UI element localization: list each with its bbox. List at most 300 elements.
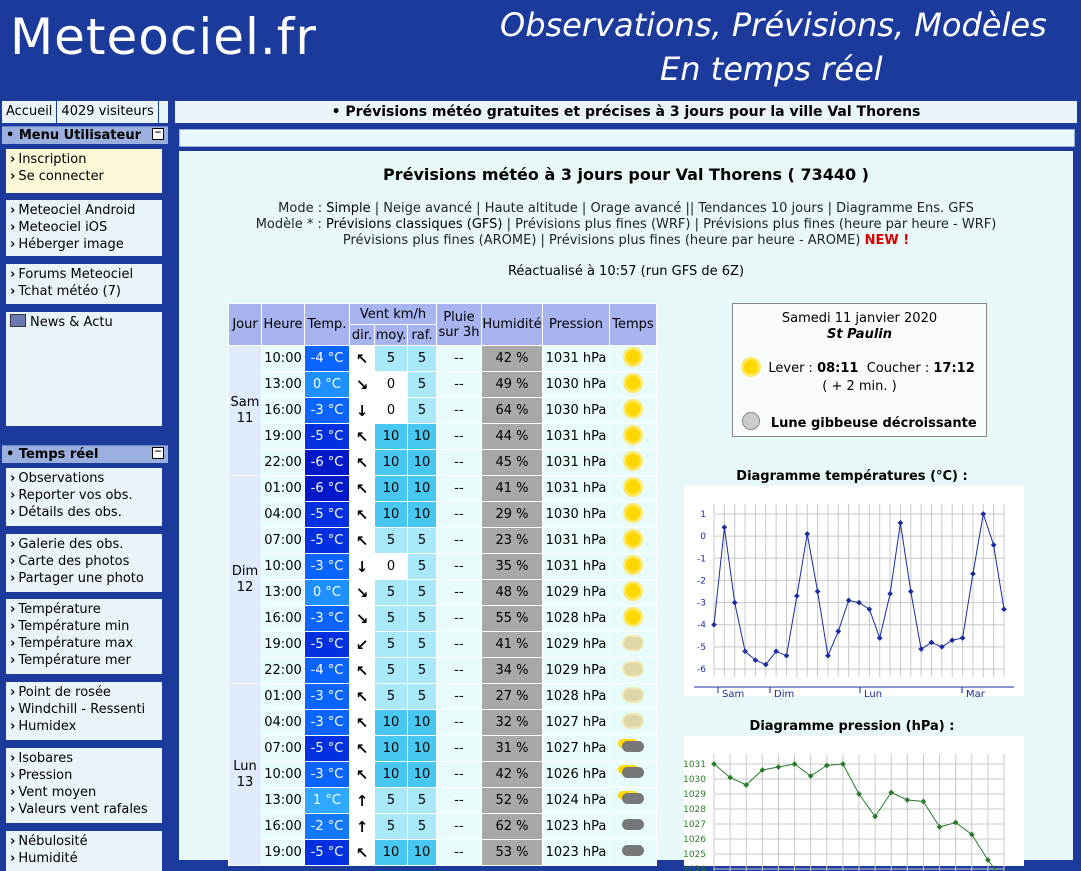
y-tick-label: 1028 — [683, 805, 706, 815]
pressure-cell: 1029 hPa — [543, 580, 610, 606]
wind-dir-icon: ↘ — [350, 580, 375, 606]
site-tagline-2: En temps réel — [660, 50, 883, 88]
wind-dir-icon: ↖ — [350, 346, 375, 372]
menu-item-temp-sea[interactable]: › Température mer — [10, 652, 158, 669]
temp-cell: -5 °C — [305, 528, 350, 554]
hour-cell: 22:00 — [262, 658, 305, 684]
y-tick-label: 1030 — [683, 775, 706, 785]
left-sidebar — [0, 100, 170, 866]
content-panel — [179, 151, 1073, 871]
temp-cell: -3 °C — [305, 684, 350, 710]
temp-cell: -3 °C — [305, 554, 350, 580]
home-link[interactable]: Accueil — [2, 101, 57, 123]
pressure-cell: 1028 hPa — [543, 684, 610, 710]
model-arome-hourly[interactable]: Prévisions plus fines (heure par heure - AROME) — [549, 233, 861, 248]
wind-avg-cell: 10 — [375, 502, 408, 528]
menu-item-news[interactable] — [10, 314, 158, 331]
sunset-time: 17:12 — [933, 361, 975, 376]
table-row — [229, 710, 657, 736]
wind-dir-icon: ↘ — [350, 372, 375, 398]
wind-gust-cell: 10 — [408, 424, 437, 450]
humidity-cell: 32 % — [482, 710, 543, 736]
rain-cell: -- — [437, 606, 482, 632]
wind-gust-cell: 10 — [408, 450, 437, 476]
hour-cell: 07:00 — [262, 736, 305, 762]
table-row — [229, 788, 657, 814]
day-cell — [229, 684, 262, 866]
wind-gust-cell: 10 — [408, 710, 437, 736]
forecast-table — [228, 303, 657, 866]
wind-avg-cell: 5 — [375, 684, 408, 710]
humidity-cell: 49 % — [482, 372, 543, 398]
wind-gust-cell: 5 — [408, 684, 437, 710]
col-humidity: Humidité — [482, 304, 543, 346]
menu-item-report-obs[interactable]: › Reporter vos obs. — [10, 487, 158, 504]
mode-simple[interactable]: Simple — [326, 201, 371, 216]
temp-cell: -4 °C — [305, 346, 350, 372]
wind-gust-cell: 10 — [408, 476, 437, 502]
menu-item-share-photo[interactable]: › Partager une photo — [10, 570, 158, 587]
pressure-cell: 1028 hPa — [543, 606, 610, 632]
menu-item-humidex[interactable]: › Humidex — [10, 718, 158, 735]
cloudy-sun-icon — [622, 767, 644, 778]
table-row — [229, 398, 657, 424]
new-badge: NEW ! — [864, 233, 910, 248]
menu-item-gallery[interactable]: › Galerie des obs. — [10, 536, 158, 553]
temp-cell: -4 °C — [305, 658, 350, 684]
hazy-icon — [624, 689, 642, 701]
table-row — [229, 372, 657, 398]
news-label: News & Actu — [30, 315, 113, 330]
hour-cell: 13:00 — [262, 580, 305, 606]
hour-cell: 01:00 — [262, 476, 305, 502]
apps-box — [6, 200, 162, 256]
realtime-group-6 — [6, 831, 162, 871]
ephemeris-box — [732, 303, 987, 437]
wind-gust-cell: 5 — [408, 528, 437, 554]
pressure-chart-title: Diagramme pression (hPa) : — [749, 719, 955, 734]
collapse-icon[interactable]: − — [152, 447, 164, 459]
humidity-cell: 64 % — [482, 398, 543, 424]
weather-icon-cell — [610, 580, 657, 606]
wind-gust-cell: 10 — [408, 736, 437, 762]
humidity-cell: 41 % — [482, 632, 543, 658]
y-tick-label: -1 — [697, 554, 706, 565]
hazy-icon — [624, 637, 642, 649]
sunny-icon — [626, 480, 640, 494]
hour-cell: 19:00 — [262, 840, 305, 866]
weather-icon-cell — [610, 398, 657, 424]
humidity-cell: 29 % — [482, 502, 543, 528]
cloudy-sun-icon — [622, 793, 644, 804]
menu-item-isobars[interactable]: › Isobares — [10, 750, 158, 767]
wind-gust-cell: 10 — [408, 502, 437, 528]
table-row — [229, 606, 657, 632]
saint-of-day: St Paulin — [827, 327, 892, 342]
x-tick-label: Sam — [722, 689, 745, 700]
temp-chart-title: Diagramme températures (°C) : — [736, 469, 968, 484]
menu-item-pressure[interactable]: › Pression — [10, 767, 158, 784]
menu-item-photo-map[interactable]: › Carte des photos — [10, 553, 158, 570]
pressure-cell: 1031 hPa — [543, 476, 610, 502]
wind-avg-cell: 0 — [375, 554, 408, 580]
sunrise-label: Lever : — [768, 361, 813, 376]
pressure-cell: 1027 hPa — [543, 736, 610, 762]
table-row — [229, 424, 657, 450]
weather-icon-cell — [610, 736, 657, 762]
wind-avg-cell: 0 — [375, 398, 408, 424]
ad-strip — [179, 129, 1075, 147]
news-box — [6, 312, 162, 426]
sunny-icon — [626, 454, 640, 468]
menu-item-android[interactable]: › Meteociel Android — [10, 202, 158, 219]
temp-cell: -3 °C — [305, 606, 350, 632]
model-gfs[interactable]: Prévisions classiques (GFS) — [326, 217, 503, 232]
day-label: Sam 11 — [230, 394, 260, 426]
menu-item-temp-max[interactable]: › Température max — [10, 635, 158, 652]
menu-item-chat[interactable]: › Tchat météo (7) — [10, 283, 158, 300]
weather-icon-cell — [610, 372, 657, 398]
wind-dir-icon: ↓ — [350, 554, 375, 580]
y-tick-label: 1025 — [683, 850, 706, 860]
site-header — [0, 0, 1081, 100]
mode-label: Mode : — [278, 201, 323, 216]
menu-item-temperature[interactable]: › Température — [10, 601, 158, 618]
humidity-cell: 27 % — [482, 684, 543, 710]
col-wind: Vent km/h — [350, 304, 437, 325]
wind-gust-cell: 5 — [408, 814, 437, 840]
menu-item-inscription[interactable]: › Inscription — [10, 151, 158, 168]
rain-cell: -- — [437, 554, 482, 580]
wind-gust-cell: 10 — [408, 840, 437, 866]
sunrise-time: 08:11 — [817, 361, 859, 376]
pressure-cell: 1030 hPa — [543, 502, 610, 528]
temp-cell: 0 °C — [305, 372, 350, 398]
temp-cell: -5 °C — [305, 632, 350, 658]
sunny-icon — [626, 558, 640, 572]
humidity-cell: 62 % — [482, 814, 543, 840]
main-area — [173, 100, 1079, 871]
sun-icon — [744, 360, 758, 374]
humidity-cell: 42 % — [482, 346, 543, 372]
wind-avg-cell: 10 — [375, 840, 408, 866]
col-hour: Heure — [262, 304, 305, 346]
y-tick-label: -2 — [697, 576, 706, 587]
rain-cell: -- — [437, 814, 482, 840]
mode-trends[interactable]: Tendances 10 jours — [698, 201, 824, 216]
rain-cell: -- — [437, 710, 482, 736]
weather-icon-cell — [610, 658, 657, 684]
pressure-cell: 1030 hPa — [543, 398, 610, 424]
wind-gust-cell: 5 — [408, 554, 437, 580]
wind-dir-icon: ↙ — [350, 632, 375, 658]
wind-dir-icon: ↑ — [350, 814, 375, 840]
col-wind-dir: dir. — [350, 325, 375, 346]
menu-item-windchill[interactable]: › Windchill - Ressenti — [10, 701, 158, 718]
y-tick-label: -3 — [697, 598, 706, 609]
y-tick-label: -6 — [697, 665, 706, 675]
rain-cell: -- — [437, 632, 482, 658]
temp-cell: -5 °C — [305, 736, 350, 762]
menu-item-login[interactable]: › Se connecter — [10, 168, 158, 185]
menu-item-wind-avg[interactable]: › Vent moyen — [10, 784, 158, 801]
temp-cell: -5 °C — [305, 840, 350, 866]
pressure-cell: 1029 hPa — [543, 658, 610, 684]
model-line: Modèle * : Prévisions classiques (GFS) | Prévisions plus fines (WRF) | Prévisions plus fines (heure par heure - WRF) — [255, 217, 997, 232]
model-label: Modèle * : — [255, 217, 322, 232]
wind-gust-cell: 5 — [408, 580, 437, 606]
hour-cell: 16:00 — [262, 814, 305, 840]
model-line-2: Prévisions plus fines (AROME) | Prévisions plus fines (heure par heure - AROME) NEW ! — [342, 233, 910, 248]
wind-dir-icon: ↖ — [350, 424, 375, 450]
wind-dir-icon: ↖ — [350, 762, 375, 788]
temp-cell: -3 °C — [305, 762, 350, 788]
rain-cell: -- — [437, 736, 482, 762]
temp-cell: -6 °C — [305, 476, 350, 502]
wind-dir-icon: ↖ — [350, 658, 375, 684]
weather-icon-cell — [610, 528, 657, 554]
user-menu-header[interactable]: • Menu Utilisateur − — [2, 126, 168, 144]
wind-avg-cell: 10 — [375, 450, 408, 476]
humidity-cell: 53 % — [482, 840, 543, 866]
rain-cell: -- — [437, 580, 482, 606]
temp-cell: -2 °C — [305, 814, 350, 840]
chart-background — [684, 736, 1024, 866]
menu-item-humidity[interactable]: › Humidité — [10, 850, 158, 867]
humidity-cell: 34 % — [482, 658, 543, 684]
wind-gust-cell: 5 — [408, 372, 437, 398]
table-row — [229, 450, 657, 476]
pressure-chart — [683, 736, 1024, 871]
model-wrf[interactable]: Prévisions plus fines (WRF) — [515, 217, 691, 232]
realtime-group-5 — [6, 748, 162, 823]
hour-cell: 16:00 — [262, 606, 305, 632]
pressure-cell: 1029 hPa — [543, 632, 610, 658]
pressure-cell: 1031 hPa — [543, 528, 610, 554]
pressure-cell: 1031 hPa — [543, 554, 610, 580]
weather-icon-cell — [610, 346, 657, 372]
wind-avg-cell: 10 — [375, 476, 408, 502]
sunny-icon — [626, 376, 640, 390]
collapse-icon[interactable]: − — [152, 128, 164, 140]
pressure-cell: 1026 hPa — [543, 762, 610, 788]
menu-item-dewpoint[interactable]: › Point de rosée — [10, 684, 158, 701]
wind-dir-icon: ↖ — [350, 502, 375, 528]
moon-line — [733, 412, 986, 431]
hour-cell: 04:00 — [262, 502, 305, 528]
model-wrf-hourly[interactable]: Prévisions plus fines (heure par heure - WRF) — [703, 217, 997, 232]
mode-altitude[interactable]: Haute altitude — [484, 201, 578, 216]
user-menu-title: Menu Utilisateur — [18, 128, 141, 143]
hazy-icon — [624, 663, 642, 675]
realtime-group-1 — [6, 468, 162, 526]
col-wind-avg: moy. — [375, 325, 408, 346]
temp-cell: -5 °C — [305, 424, 350, 450]
rain-cell: -- — [437, 424, 482, 450]
wind-dir-icon: ↖ — [350, 684, 375, 710]
humidity-cell: 42 % — [482, 762, 543, 788]
wind-avg-cell: 10 — [375, 736, 408, 762]
hour-cell: 19:00 — [262, 632, 305, 658]
mode-storm[interactable]: Orage avancé — [590, 201, 682, 216]
col-wind-gust: raf. — [408, 325, 437, 346]
rain-cell: -- — [437, 840, 482, 866]
col-rain: Pluie sur 3h — [437, 304, 482, 346]
day-cell — [229, 476, 262, 684]
wind-dir-icon: ↓ — [350, 398, 375, 424]
humidity-cell: 31 % — [482, 736, 543, 762]
hour-cell: 04:00 — [262, 710, 305, 736]
temp-cell: -5 °C — [305, 502, 350, 528]
wind-gust-cell: 5 — [408, 398, 437, 424]
menu-item-ios[interactable]: › Meteociel iOS — [10, 219, 158, 236]
cloudy-icon — [622, 845, 644, 856]
menu-item-wind-gusts[interactable]: › Valeurs vent rafales — [10, 801, 158, 818]
menu-item-obs-details[interactable]: › Détails des obs. — [10, 504, 158, 521]
wind-avg-cell: 5 — [375, 788, 408, 814]
pressure-cell: 1027 hPa — [543, 710, 610, 736]
mode-snow[interactable]: Neige avancé — [383, 201, 473, 216]
wind-gust-cell: 5 — [408, 606, 437, 632]
wind-avg-cell: 10 — [375, 424, 408, 450]
rain-cell: -- — [437, 684, 482, 710]
humidity-cell: 55 % — [482, 606, 543, 632]
day-length-gain: ( + 2 min. ) — [822, 379, 897, 394]
mode-line: Mode : Simple | Neige avancé | Haute altitude | Orage avancé || Tendances 10 jours | Diagramme Ens. GFS — [278, 201, 974, 216]
wind-dir-icon: ↖ — [350, 450, 375, 476]
sunny-icon — [626, 506, 640, 520]
y-tick-label: 1026 — [683, 835, 706, 845]
weather-icon-cell — [610, 632, 657, 658]
wind-dir-icon: ↖ — [350, 710, 375, 736]
site-logo[interactable]: Meteociel.fr — [10, 8, 317, 66]
temp-cell: 0 °C — [305, 580, 350, 606]
hour-cell: 16:00 — [262, 398, 305, 424]
news-icon — [10, 314, 26, 327]
pressure-cell: 1030 hPa — [543, 372, 610, 398]
col-pressure: Pression — [543, 304, 610, 346]
wind-dir-icon: ↘ — [350, 606, 375, 632]
hazy-icon — [624, 715, 642, 727]
col-day: Jour — [229, 304, 262, 346]
table-row — [229, 632, 657, 658]
pressure-cell: 1031 hPa — [543, 424, 610, 450]
menu-item-temp-min[interactable]: › Température min — [10, 618, 158, 635]
wind-dir-icon: ↖ — [350, 476, 375, 502]
col-weather: Temps — [610, 304, 657, 346]
wind-avg-cell: 5 — [375, 528, 408, 554]
day-label: Dim 12 — [231, 563, 259, 595]
realtime-group-2 — [6, 534, 162, 592]
table-row — [229, 346, 657, 372]
wind-gust-cell: 5 — [408, 346, 437, 372]
hour-cell: 22:00 — [262, 450, 305, 476]
mode-ensemble[interactable]: Diagramme Ens. GFS — [836, 201, 974, 216]
y-tick-label: -5 — [697, 642, 706, 653]
ephemeris-date: Samedi 11 janvier 2020 — [781, 311, 938, 326]
moon-icon — [742, 412, 760, 430]
page-banner: • Prévisions météo gratuites et précises à 3 jours pour la ville Val Thorens — [175, 101, 1077, 123]
sunny-icon — [626, 350, 640, 364]
hour-cell: 13:00 — [262, 372, 305, 398]
sunset-label: Coucher : — [866, 361, 930, 376]
wind-gust-cell: 5 — [408, 658, 437, 684]
weather-icon-cell — [610, 424, 657, 450]
humidity-cell: 41 % — [482, 476, 543, 502]
day-cell — [229, 346, 262, 476]
visitor-count: 4029 visiteurs — [57, 101, 158, 123]
menu-item-cloudiness[interactable]: › Nébulosité — [10, 833, 158, 850]
weather-icon-cell — [610, 554, 657, 580]
table-row — [229, 580, 657, 606]
rain-cell: -- — [437, 346, 482, 372]
realtime-group-4 — [6, 682, 162, 740]
y-tick-label: 1 — [700, 510, 706, 520]
pressure-cell: 1023 hPa — [543, 840, 610, 866]
hour-cell: 19:00 — [262, 424, 305, 450]
pressure-cell: 1023 hPa — [543, 814, 610, 840]
auth-box — [6, 149, 162, 193]
wind-avg-cell: 5 — [375, 814, 408, 840]
forums-box — [6, 264, 162, 304]
hour-cell: 10:00 — [262, 346, 305, 372]
realtime-menu-header[interactable]: • Temps réel − — [2, 445, 168, 463]
realtime-group-3 — [6, 599, 162, 674]
weather-icon-cell — [610, 710, 657, 736]
sunny-icon — [626, 610, 640, 624]
sunny-icon — [626, 532, 640, 546]
day-label: Lun 13 — [233, 758, 257, 790]
realtime-menu-title: Temps réel — [18, 447, 99, 462]
table-row — [229, 762, 657, 788]
model-arome[interactable]: Prévisions plus fines (AROME) — [342, 233, 537, 248]
rain-cell: -- — [437, 528, 482, 554]
rain-cell: -- — [437, 450, 482, 476]
rain-cell: -- — [437, 372, 482, 398]
sunrise-line — [733, 360, 986, 376]
hour-cell: 13:00 — [262, 788, 305, 814]
temp-cell: -3 °C — [305, 710, 350, 736]
menu-item-forums[interactable]: › Forums Meteociel — [10, 266, 158, 283]
wind-avg-cell: 0 — [375, 372, 408, 398]
pressure-cell: 1031 hPa — [543, 450, 610, 476]
refresh-info: Réactualisé à 10:57 (run GFS de 6Z) — [507, 264, 745, 279]
rain-cell: -- — [437, 658, 482, 684]
cloudy-icon — [622, 819, 644, 830]
weather-icon-cell — [610, 814, 657, 840]
humidity-cell: 45 % — [482, 450, 543, 476]
x-tick-label: Lun — [864, 689, 883, 700]
sunny-icon — [626, 428, 640, 442]
wind-gust-cell: 5 — [408, 788, 437, 814]
hour-cell: 07:00 — [262, 528, 305, 554]
wind-dir-icon: ↑ — [350, 788, 375, 814]
menu-item-upload-image[interactable]: › Héberger image — [10, 236, 158, 253]
table-row — [229, 736, 657, 762]
table-row — [229, 554, 657, 580]
wind-avg-cell: 5 — [375, 346, 408, 372]
humidity-cell: 48 % — [482, 580, 543, 606]
weather-icon-cell — [610, 450, 657, 476]
sunny-icon — [626, 402, 640, 416]
table-row — [229, 502, 657, 528]
y-tick-label: 1024 — [683, 865, 706, 871]
menu-item-observations[interactable]: › Observations — [10, 470, 158, 487]
humidity-cell: 35 % — [482, 554, 543, 580]
hour-cell: 10:00 — [262, 554, 305, 580]
weather-icon-cell — [610, 684, 657, 710]
weather-icon-cell — [610, 840, 657, 866]
